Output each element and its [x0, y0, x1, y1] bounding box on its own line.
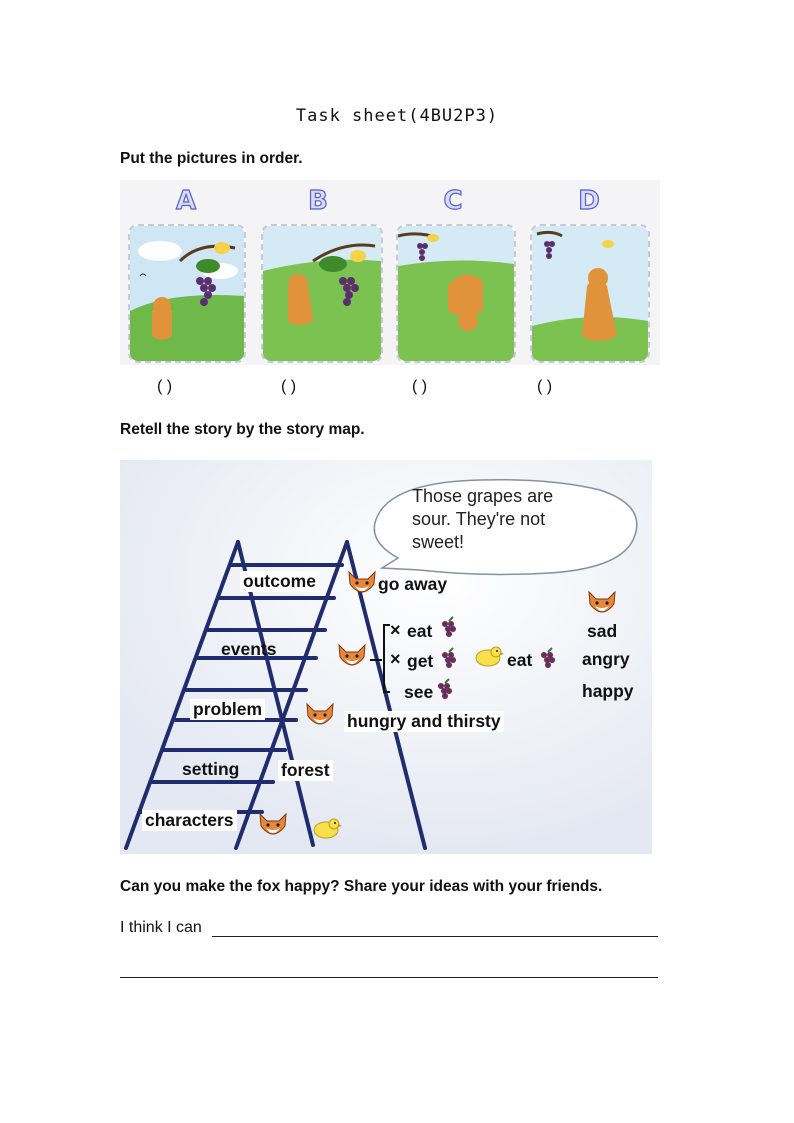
panel-letter-a: A — [175, 186, 197, 216]
grapes-icon — [440, 616, 458, 640]
section3-instruction: Can you make the fox happy? Share your ideas with your friends. — [120, 878, 603, 895]
event-get: get — [407, 651, 434, 671]
grapes-icon — [440, 647, 458, 671]
answer-blank-3[interactable]: ( ) — [412, 378, 428, 395]
problem-text: hungry and thirsty — [344, 711, 504, 732]
rung-outcome: outcome — [240, 571, 319, 592]
picture-c — [396, 224, 516, 363]
picture-a — [128, 224, 246, 363]
grapes-icon — [436, 678, 454, 702]
section1-instruction: Put the pictures in order. — [120, 150, 303, 167]
speech-bubble-text: Those grapes are sour. They're not sweet! — [412, 486, 554, 552]
page-title: Task sheet(4BU2P3) — [295, 106, 499, 126]
answer-blank-1[interactable]: ( ) — [157, 378, 173, 395]
outcome-text: go away — [378, 574, 448, 594]
feeling-sad: sad — [587, 621, 618, 641]
rung-characters: characters — [142, 810, 237, 831]
fox-face-icon — [346, 570, 378, 598]
grapes-icon — [539, 647, 557, 671]
rung-setting: setting — [182, 759, 240, 779]
fox-face-icon — [304, 702, 336, 730]
story-map — [120, 460, 652, 854]
section2-instruction: Retell the story by the story map. — [120, 421, 365, 438]
picture-b — [261, 224, 383, 363]
answer-blank-4[interactable]: ( ) — [537, 378, 553, 395]
bird-icon — [310, 815, 342, 841]
fox-face-icon — [257, 812, 289, 840]
fox-face-icon — [586, 590, 618, 618]
panel-letter-b: B — [308, 186, 328, 216]
panel-letter-d: D — [578, 186, 600, 216]
cross-mark-icon: × — [390, 620, 401, 640]
answer-prompt: I think I can — [120, 919, 202, 936]
setting-text: forest — [278, 760, 333, 781]
fox-face-icon — [336, 643, 368, 671]
answer-line-2[interactable] — [120, 977, 658, 978]
story-pictures — [120, 180, 660, 365]
picture-d — [530, 224, 650, 363]
feeling-happy: happy — [582, 681, 634, 701]
bird-event-eat: eat — [507, 650, 533, 670]
feeling-angry: angry — [582, 649, 630, 669]
answer-line-1[interactable] — [212, 936, 658, 937]
rung-problem: problem — [190, 699, 265, 720]
panel-letter-c: C — [443, 186, 463, 216]
event-eat: eat — [407, 621, 433, 641]
bird-icon — [472, 643, 504, 669]
event-see: see — [404, 682, 434, 702]
cross-mark-icon: × — [390, 649, 401, 669]
rung-events: events — [221, 639, 277, 659]
answer-blank-2[interactable]: ( ) — [281, 378, 297, 395]
